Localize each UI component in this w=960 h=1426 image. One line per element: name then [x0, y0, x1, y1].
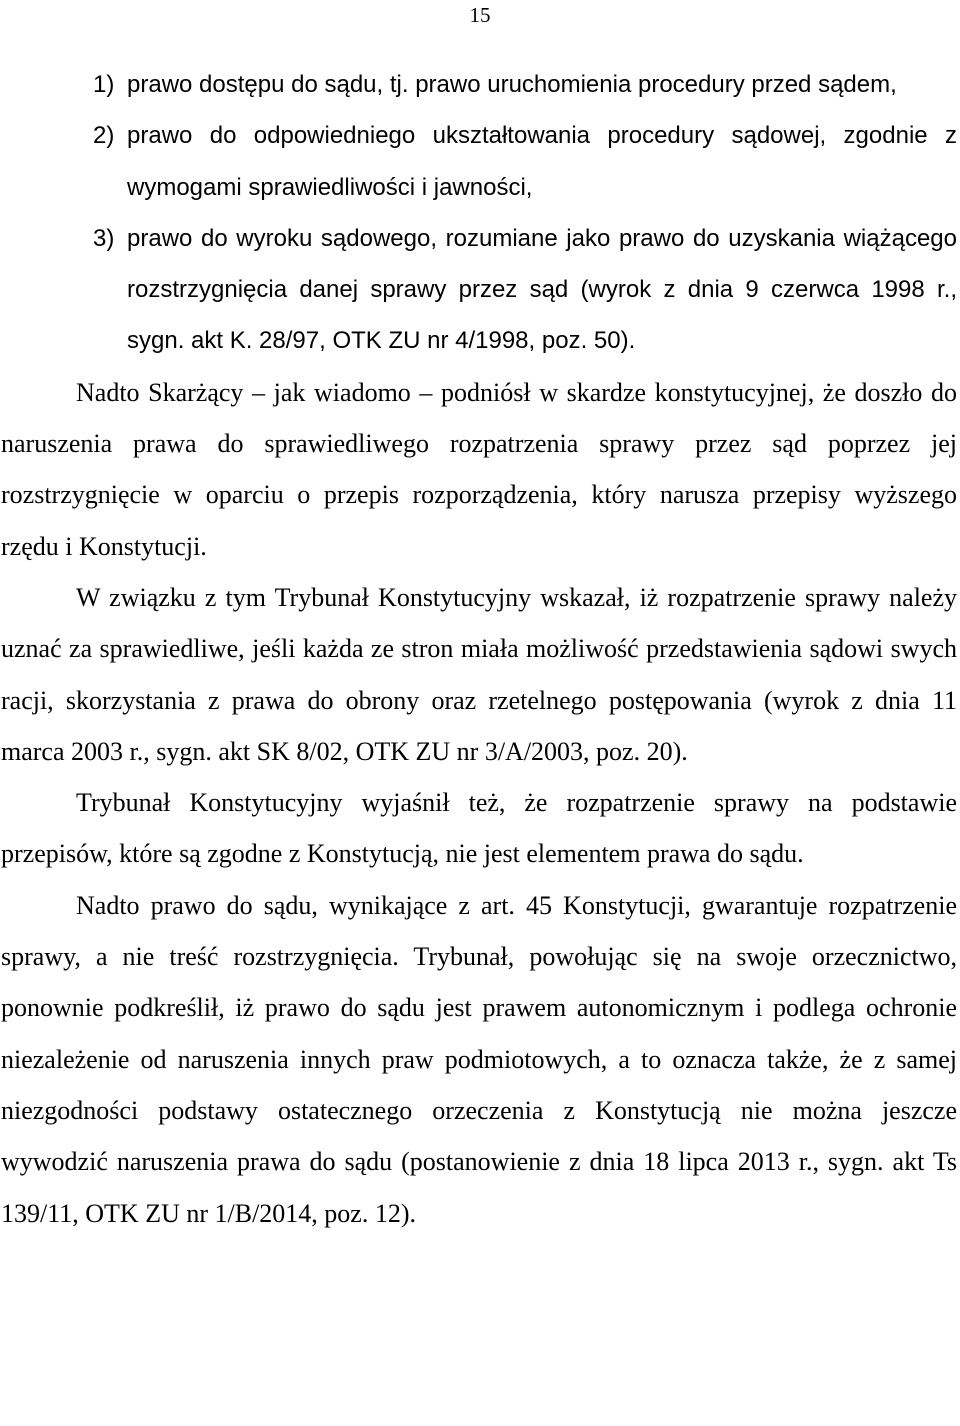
list-item-number: 3): [93, 224, 115, 252]
list-item-number: 2): [93, 122, 115, 150]
page-number: 15: [469, 3, 491, 27]
list-item: [1, 213, 957, 367]
list-item-text: prawo do odpowiedniego ukształtowania procedury sądowej, zgodnie z wymogami sprawiedliwości i jawności,: [127, 122, 957, 201]
document-body: [1, 59, 957, 1239]
paragraph: Trybunał Konstytucyjny wyjaśnił też, że rozpatrzenie sprawy na podstawie przepisów, które są zgodne z Konstytucją, nie jest elementem prawa do sądu.: [1, 788, 957, 869]
list-item-text: prawo dostępu do sądu, tj. prawo uruchomienia procedury przed sądem,: [127, 71, 897, 98]
list-item: [1, 59, 957, 110]
paragraph: Nadto Skarżący – jak wiadomo – podniósł w skardze konstytucyjnej, że doszło do naruszenia prawa do sprawiedliwego rozpatrzenia sprawy przez sąd poprzez jej rozstrzygnięcie w oparciu o przepis rozporządzenia, który narusza przepisy wyższego rzędu i Konstytucji.: [1, 377, 957, 561]
list-item: [1, 110, 957, 213]
list-item-text: prawo do wyroku sądowego, rozumiane jako prawo do uzyskania wiążącego rozstrzygnięcia danej sprawy przez sąd (wyrok z dnia 9 czerwca 1998 r., sygn. akt K. 28/97, OTK ZU nr 4/1998, poz. 50).: [127, 224, 957, 355]
paragraph: Nadto prawo do sądu, wynikające z art. 45 Konstytucji, gwarantuje rozpatrzenie sprawy, a nie treść rozstrzygnięcia. Trybunał, powołując się na swoje orzecznictwo, ponownie podkreślił, iż prawo do sądu jest prawem autonomicznym i podlega ochronie niezależenie od naruszenia innych praw podmiotowych, a to oznacza także, że z samej niezgodności podstawy ostatecznego orzeczenia z Konstytucją nie można jeszcze wywodzić naruszenia prawa do sądu (postanowienie z dnia 18 lipca 2013 r., sygn. akt Ts 139/11, OTK ZU nr 1/B/2014, poz. 12).: [1, 890, 957, 1228]
list-item-number: 1): [93, 71, 115, 98]
paragraph: W związku z tym Trybunał Konstytucyjny wskazał, iż rozpatrzenie sprawy należy uznać za sprawiedliwe, jeśli każda ze stron miała możliwość przedstawienia sądowi swych racji, skorzystania z prawa do obrony oraz rzetelnego postępowania (wyrok z dnia 11 marca 2003 r., sygn. akt SK 8/02, OTK ZU nr 3/A/2003, poz. 20).: [1, 582, 957, 766]
